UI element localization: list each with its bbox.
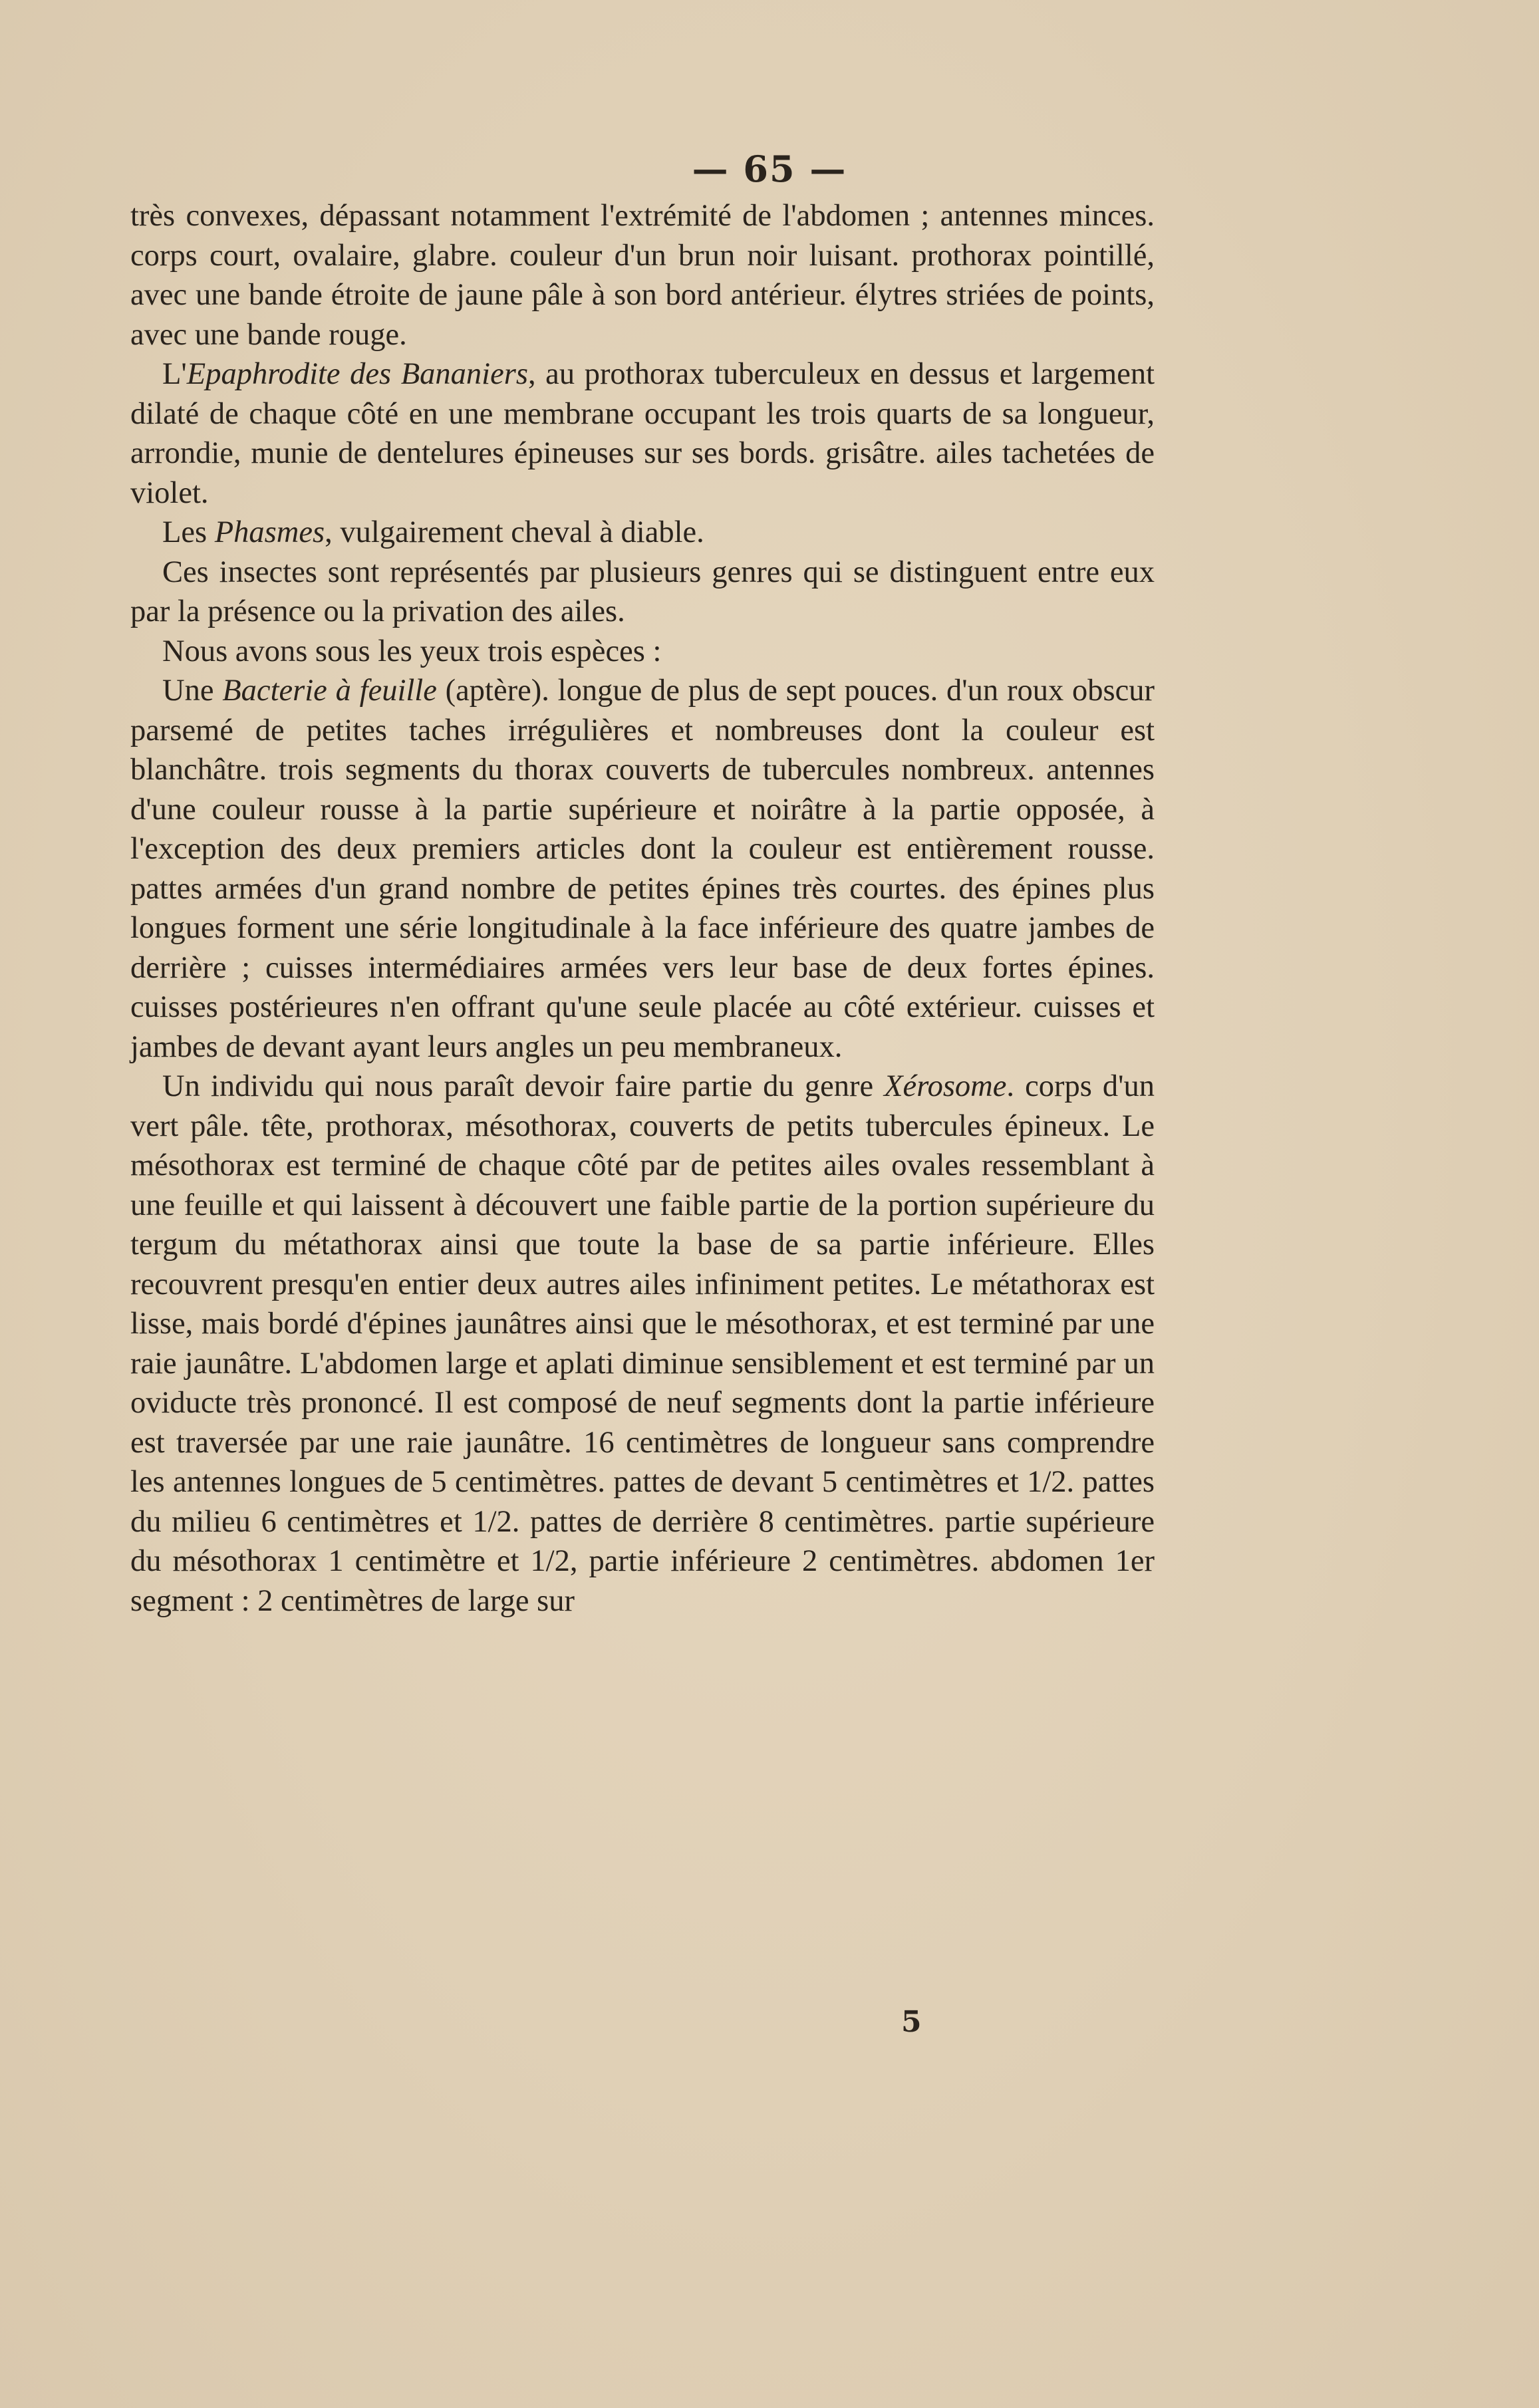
paragraph-especes [130, 632, 1155, 672]
paragraph-xerosome [130, 1067, 1155, 1621]
text-run: , au prothorax tuberculeux en dessus et largement dilaté de chaque côté en une membrane occupant les trois quarts de sa longueur, arrondie, munie de dentelures épineuses sur ses bords. grisâtre. ailes tachetées de violet. [130, 357, 1155, 510]
text-run: , vulgairement cheval à diable. [325, 515, 704, 549]
italic-term: Epaphrodite des Bananiers [186, 357, 528, 391]
paragraph-bacterie [130, 671, 1155, 1067]
text-run: très convexes, dépassant notamment l'extrémité de l'abdomen ; antennes minces. corps court, ovalaire, glabre. couleur d'un brun noir luisant. prothorax pointillé, avec une bande étroite de jaune pâle à son bord antérieur. élytres striées de points, avec une bande rouge. [130, 199, 1155, 352]
text-run: Les [162, 515, 215, 549]
paragraph-continuation [130, 196, 1155, 354]
italic-term: Phasmes [214, 515, 325, 549]
text-run: (aptère). longue de plus de sept pouces. d'un roux obscur parsemé de petites taches irrégulières et nombreuses dont la couleur est blanchâtre. trois segments du thorax couverts de tubercules nombreux. antennes d'une couleur rousse à la partie supérieure et noirâtre à la partie opposée, à l'exception des deux premiers articles dont la couleur est entièrement rousse. pattes armées d'un grand nombre de petites épines très courtes. des épines plus longues forment une série longitudinale à la face inférieure des quatre jambes de derrière ; cuisses intermédiaires armées vers leur base de deux fortes épines. cuisses postérieures n'en offrant qu'une seule placée au côté extérieur. cuisses et jambes de devant ayant leurs angles un peu membraneux. [130, 674, 1155, 1064]
text-run: L' [162, 357, 187, 391]
text-run: Un individu qui nous paraît devoir faire partie du genre [162, 1069, 885, 1103]
paragraph-insectes [130, 553, 1155, 632]
italic-term: Bacterie à feuille [222, 674, 437, 708]
text-run: . corps d'un vert pâle. tête, prothorax, mésothorax, couverts de petits tubercules épineux. Le mésothorax est terminé de chaque côté par de petites ailes ovales ressemblant à une feuille et qui laissent à découvert une faible partie de la portion supérieure du tergum du métathorax ainsi que toute la base de sa partie inférieure. Elles recouvrent presqu'en entier deux autres ailes infiniment petites. Le métathorax est lisse, mais bordé d'épines jaunâtres ainsi que le mésothorax, et est terminé par une raie jaunâtre. L'abdomen large et aplati diminue sensiblement et est terminé par un oviducte très prononcé. Il est composé de neuf segments dont la partie inférieure est traversée par une raie jaunâtre. 16 centimètres de longueur sans comprendre les antennes longues de 5 centimètres. pattes de devant 5 centimètres et 1/2. pattes du milieu 6 centimètres et 1/2. pattes de derrière 8 centimètres. partie supérieure du mésothorax 1 centimètre et 1/2, partie inférieure 2 centimètres. abdomen 1er segment : 2 centimètres de large sur [130, 1069, 1155, 1618]
text-run: Une [162, 674, 223, 708]
italic-term: Xérosome [884, 1069, 1007, 1103]
signature-mark: 5 [901, 2005, 922, 2039]
text-run: Nous avons sous les yeux trois espèces : [162, 634, 662, 668]
text-run: Ces insectes sont représentés par plusieurs genres qui se distinguent entre eux par la présence ou la privation des ailes. [130, 555, 1155, 628]
page-number: — 65 — [692, 148, 847, 190]
paragraph-epaphrodite [130, 354, 1155, 513]
paragraph-phasmes [130, 513, 1155, 553]
body-text [130, 196, 1155, 1621]
